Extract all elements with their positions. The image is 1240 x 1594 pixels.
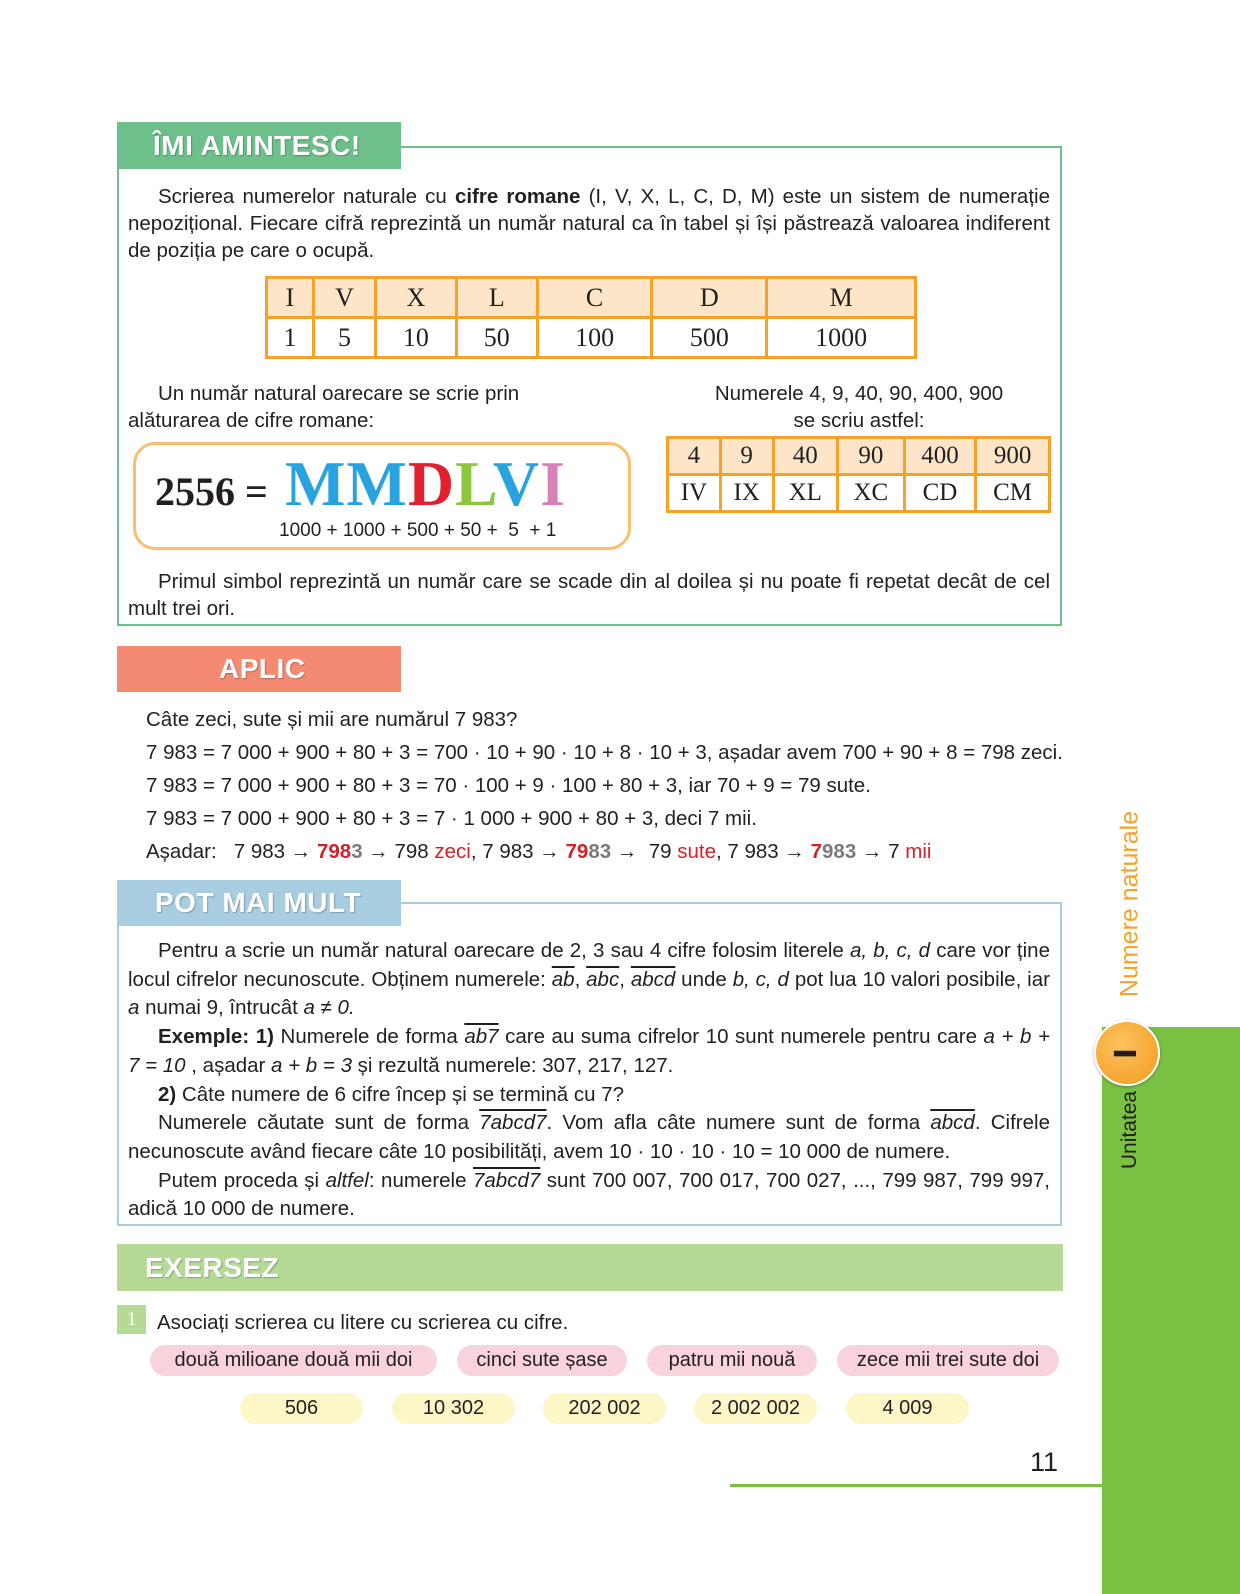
table-cell: 10 [375,318,456,358]
page-number: 11 [1029,1447,1058,1477]
roman-letter: L [455,448,493,519]
table-cell: 5 [313,318,375,358]
table-cell: XC [837,475,904,512]
arrow-icon: → [368,840,389,863]
remember-title: ÎMI AMINTESC! [117,122,401,169]
table-cell: 1000 [767,318,916,358]
more-example-2-solution: Numerele căutate sunt de forma 7abcd7. Vom afla câte numere sunt de forma abcd. Cifrele necunoscute având fiecare câte 10 posibilități, avem 10 · 10 · 10 · 10 = 10 000 de numere. [128,1111,1050,1163]
word-pill[interactable]: două milioane două mii doi [150,1345,437,1376]
table-cell: 50 [456,318,537,358]
unit-badge [1094,1020,1160,1086]
table-cell: 9 [720,438,773,475]
table-cell: C [537,278,652,318]
remember-intro: Scrierea numerelor naturale cu cifre romane (I, V, X, L, C, D, M) este un sistem de numerație nepozițional. Fiecare cifră reprezintă un număr natural ca în tabel și își păstrează valoarea indiferent de poziția pe care o ocupă. [128,185,1050,262]
word-pill[interactable]: patru mii nouă [647,1345,817,1376]
table-cell: XL [773,475,837,512]
example-number: 2556 = [155,469,268,514]
roman-letter: I [540,448,566,519]
roman-digits-term: cifre romane [454,185,581,208]
apply-summary: Așadar: 7 983 → 7983 → 798 zeci, 7 983 → 7983 → 79 sute, 7 983 → 7983 → 7 mii [146,840,932,863]
table-row [668,475,1050,512]
written-as-text: se scriu astfel: [793,409,925,432]
table-cell: 90 [837,438,904,475]
table-cell: D [652,278,767,318]
more-example-1: Exemple: 1) Numerele de forma ab7 care au suma cifrelor 10 sunt numerele pentru care a + b + 7 = 10 , așadar a + b = 3 și rezultă numerele: 307, 217, 127. [128,1025,1050,1077]
unit-label: Unitatea [1118,1090,1141,1170]
table-cell: CD [904,475,975,512]
table-cell: 1 [267,318,314,358]
apply-content [146,703,1076,868]
number-pill[interactable]: 4 009 [846,1393,969,1424]
arrow-icon: → [616,840,638,863]
more-title: POT MAI MULT [117,880,401,926]
numbers-4-9-text: Numerele 4, 9, 40, 90, 400, 900 [714,382,1004,405]
word-pill[interactable]: cinci sute șase [457,1345,627,1376]
apply-title: APLIC [117,646,401,692]
roman-letter: D [407,448,456,519]
arrow-icon: → [861,840,883,863]
roman-values-table [265,276,917,359]
number-pill[interactable]: 10 302 [392,1393,515,1424]
number-pill[interactable]: 202 002 [543,1393,666,1424]
apply-question: Câte zeci, sute și mii are numărul 7 983? [146,708,518,731]
table-cell: 900 [976,438,1050,475]
exercise-text: Asociați scrierea cu litere cu scrierea cu cifre. [157,1311,569,1334]
arrow-icon: → [290,840,312,863]
table-cell: I [267,278,314,318]
table-cell: 400 [904,438,975,475]
word-pill[interactable]: zece mii trei sute doi [837,1345,1059,1376]
table-cell: CM [976,475,1050,512]
arrow-icon: → [539,840,560,863]
apply-line-thousands: 7 983 = 7 000 + 900 + 80 + 3 = 7 · 1 000 + 900 + 80 + 3, deci 7 mii. [146,807,757,830]
more-example-2: 2) Câte numere de 6 cifre încep și se termină cu 7? [158,1082,625,1106]
footer-line [730,1484,1102,1487]
arrow-icon: → [784,840,805,863]
number-pill[interactable]: 506 [240,1393,363,1424]
table-cell: L [456,278,537,318]
roman-letter: M [285,448,347,519]
table-cell: V [313,278,375,318]
apply-line-tens: 7 983 = 7 000 + 900 + 80 + 3 = 700 · 10 + 90 · 10 + 8 · 10 + 3, așadar avem 700 + 90 + 8 = 798 zeci. [146,741,1063,764]
table-row [267,318,916,358]
roman-writing-text: Un număr natural oarecare se scrie prin alăturarea de cifre romane: [128,382,520,432]
table-cell: X [375,278,456,318]
more-intro: Pentru a scrie un număr natural oarecare de 2, 3 sau 4 cifre folosim literele a, b, c, d care vor ține locul cifrelor necunoscute. Obținem numerele: $\overline{ab}$, $\overline{abc}$, abcd unde b, c, d pot lua 10 valori posibile, iar a numai 9, întrucât a ≠ 0. [128,939,1050,1020]
more-content [128,937,1050,1224]
table-cell: 40 [773,438,837,475]
apply-line-hundreds: 7 983 = 7 000 + 900 + 80 + 3 = 70 · 100 + 9 · 100 + 80 + 3, iar 70 + 9 = 79 sute. [146,774,871,797]
table-cell: 4 [668,438,721,475]
table-row [668,438,1050,475]
unit-number: I [1109,1047,1145,1059]
table-cell: IX [720,475,773,512]
exercise-number: 1 [117,1305,146,1334]
number-pill[interactable]: 2 002 002 [694,1393,817,1424]
table-cell: 100 [537,318,652,358]
exercise-title: EXERSEZ [117,1244,1063,1291]
table-cell: M [767,278,916,318]
table-row [267,278,916,318]
roman-letter: V [492,448,541,519]
example-roman-letters [285,448,566,519]
table-cell: 500 [652,318,767,358]
subtraction-rule: Primul simbol reprezintă un număr care se scade din al doilea și nu poate fi repetat decât de cel mult trei ori. [128,570,1050,620]
example-sum: 1000 + 1000 + 500 + 50 + 5 + 1 [279,520,557,541]
table-cell: IV [668,475,721,512]
more-example-2-alt: Putem proceda și altfel: numerele 7abcd7 sunt 700 007, 700 017, 700 027, ..., 799 987, 799 997, adică 10 000 de numere. [128,1168,1050,1221]
unit-title: Numere naturale [1115,810,1144,998]
roman-letter: M [346,448,408,519]
subtractive-table [666,436,1051,513]
